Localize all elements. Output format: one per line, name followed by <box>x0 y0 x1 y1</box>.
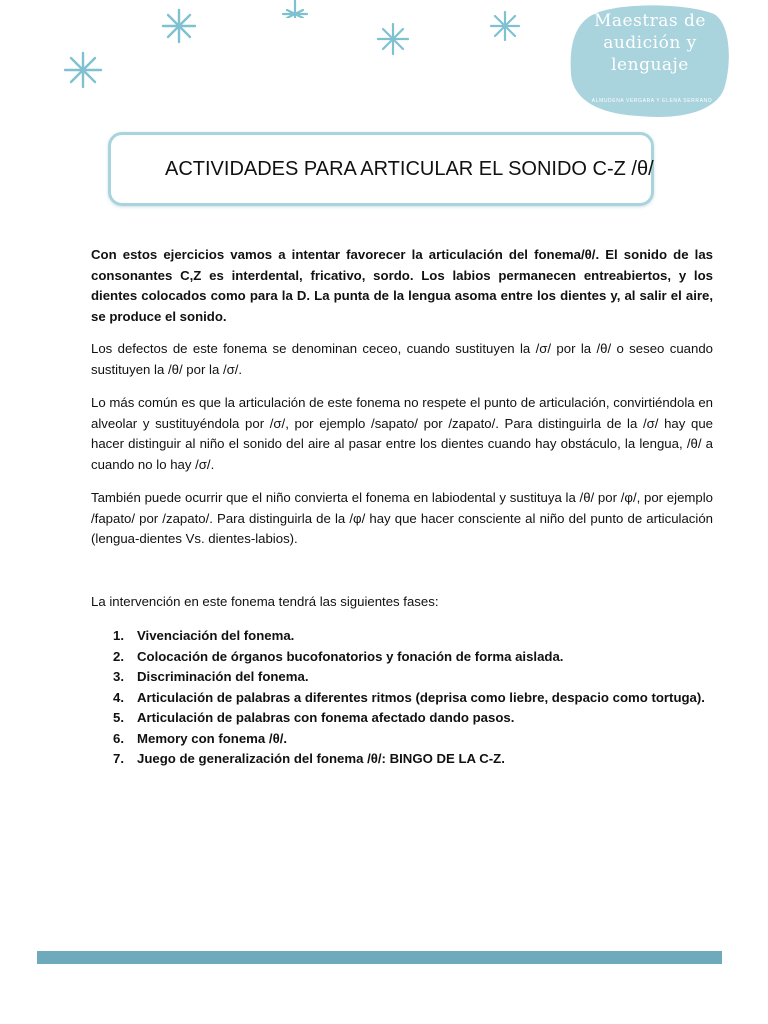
phases-intro: La intervención en este fonema tendrá las siguientes fases: <box>91 594 439 609</box>
paragraph-intro: Con estos ejercicios vamos a intentar favorecer la articulación del fonema/θ/. El sonido de las consonantes C,Z es interdental, fricativo, sordo. Los labios permanecen entreabiertos, y los dientes colocados como para la D. La punta de la lengua asoma entre los dientes y, al salir el aire, se produce el sonido. <box>91 247 713 324</box>
logo-line: Maestras de <box>594 11 706 31</box>
snowflake-icon <box>160 7 198 45</box>
page-title: ACTIVIDADES PARA ARTICULAR EL SONIDO C-Z /θ/ <box>165 158 654 180</box>
paragraph-labiodental: También puede ocurrir que el niño convierta el fonema en labiodental y sustituya la /θ/ por /φ/, por ejemplo /fapato/ por /zapato/. Para distinguirla de la /φ/ hay que hacer consciente al niño del punto de articulación (lengua-dientes Vs. dientes-labios). <box>91 490 713 546</box>
list-number: 7. <box>113 751 124 766</box>
logo-title <box>578 10 722 76</box>
list-item <box>91 667 713 688</box>
paragraph-alveolar: Lo más común es que la articulación de este fonema no respete el punto de articulación, convirtiéndola en alveolar y sustituyéndola por /σ/, por ejemplo /sapato/ por /zapato/. Para distinguirla de la /σ/ hay que hacer distinguir al niño el sonido del aire al pasar entre los dientes cuando hay obstáculo, la lengua, /θ/ a cuando no lo hay /σ/. <box>91 395 713 472</box>
list-item <box>91 647 713 668</box>
snowflake-icon <box>62 50 104 90</box>
list-text: Articulación de palabras a diferentes ritmos (deprisa como liebre, despacio como tortuga). <box>137 689 705 705</box>
list-text: Colocación de órganos bucofonatorios y fonación de forma aislada. <box>137 648 564 664</box>
list-text: Memory con fonema /θ/. <box>137 730 288 746</box>
snowflake-icon <box>375 21 411 57</box>
list-number: 3. <box>113 669 124 684</box>
list-number: 4. <box>113 689 124 705</box>
snowflake-icon <box>281 0 309 18</box>
list-text: Articulación de palabras con fonema afectado dando pasos. <box>137 710 515 725</box>
footer-bar <box>37 951 722 964</box>
logo-line: audición y <box>603 33 697 53</box>
list-text: Discriminación del fonema. <box>137 669 309 684</box>
list-item <box>91 688 713 709</box>
list-number: 2. <box>113 648 124 664</box>
list-item <box>91 729 713 750</box>
paragraph-defects: Los defectos de este fonema se denominan ceceo, cuando sustituyen la /σ/ por la /θ/ o seseo cuando sustituyen la /θ/ por la /σ/. <box>91 341 713 377</box>
list-number: 1. <box>113 628 124 643</box>
list-text: Vivenciación del fonema. <box>137 628 295 643</box>
list-number: 5. <box>113 710 124 725</box>
list-number: 6. <box>113 730 124 746</box>
list-item <box>91 749 713 770</box>
list-item <box>91 708 713 729</box>
logo-authors: ALMUDENA VERGARA Y ELENA SERRANO <box>591 98 713 104</box>
logo-line: lenguaje <box>611 55 689 75</box>
list-item <box>91 626 713 647</box>
list-text: Juego de generalización del fonema /θ/: BINGO DE LA C-Z. <box>137 751 505 766</box>
phases-list <box>91 626 713 770</box>
snowflake-icon <box>489 10 521 42</box>
